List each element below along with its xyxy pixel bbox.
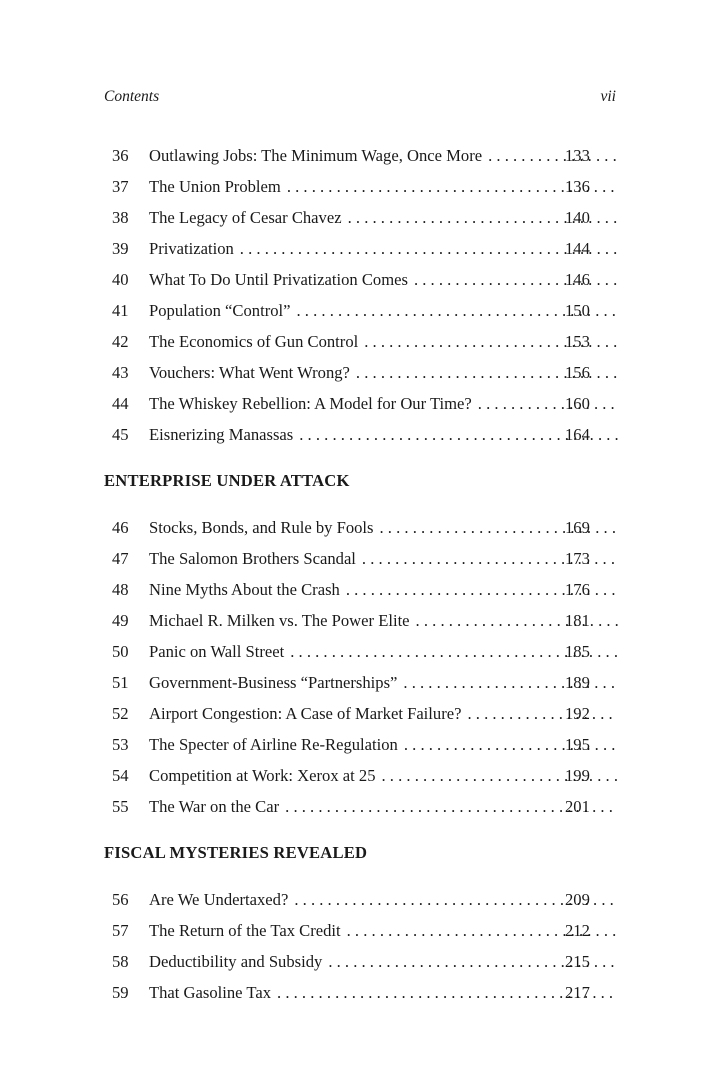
- page-number: vii: [600, 88, 616, 105]
- section-heading: FISCAL MYSTERIES REVEALED: [104, 843, 368, 862]
- chapter-number: 51: [112, 673, 129, 692]
- toc-entry[interactable]: [0, 977, 720, 1008]
- dot-leader: [240, 233, 618, 264]
- toc-entry[interactable]: [0, 326, 720, 357]
- chapter-page-number: 133: [565, 146, 590, 165]
- chapter-title: Vouchers: What Went Wrong?: [149, 363, 350, 382]
- toc-entry[interactable]: [0, 233, 720, 264]
- chapter-title-line: [149, 636, 618, 667]
- toc-entry[interactable]: [0, 574, 720, 605]
- running-head-section: Contents: [104, 88, 160, 105]
- toc-entry[interactable]: [0, 605, 720, 636]
- chapter-number: 37: [112, 177, 129, 196]
- toc-entry[interactable]: [0, 388, 720, 419]
- chapter-number: 57: [112, 921, 129, 940]
- chapter-page-number: 156: [565, 363, 590, 382]
- chapter-title: Population “Control”: [149, 301, 291, 320]
- chapter-title: Michael R. Milken vs. The Power Elite: [149, 611, 410, 630]
- chapter-page-number: 209: [565, 890, 590, 909]
- chapter-title-line: [149, 233, 618, 264]
- chapter-title: The Union Problem: [149, 177, 281, 196]
- toc-entry[interactable]: [0, 760, 720, 791]
- chapter-number: 53: [112, 735, 129, 754]
- chapter-title-line: [149, 419, 618, 450]
- chapter-title-line: [149, 388, 618, 419]
- toc-entry[interactable]: [0, 915, 720, 946]
- chapter-page-number: 215: [565, 952, 590, 971]
- toc-entry[interactable]: [0, 295, 720, 326]
- toc-entry[interactable]: [0, 543, 720, 574]
- running-head: [104, 88, 616, 112]
- chapter-title-line: [149, 574, 618, 605]
- chapter-title: The Legacy of Cesar Chavez: [149, 208, 342, 227]
- chapter-number: 59: [112, 983, 129, 1002]
- chapter-page-number: 150: [565, 301, 590, 320]
- toc-entry[interactable]: [0, 264, 720, 295]
- toc-entry[interactable]: [0, 698, 720, 729]
- chapter-number: 47: [112, 549, 129, 568]
- chapter-page-number: 136: [565, 177, 590, 196]
- chapter-title-line: [149, 140, 618, 171]
- chapter-title-line: [149, 729, 618, 760]
- chapter-page-number: 176: [565, 580, 590, 599]
- chapter-title-line: [149, 264, 618, 295]
- chapter-number: 58: [112, 952, 129, 971]
- chapter-number: 46: [112, 518, 129, 537]
- chapter-page-number: 146: [565, 270, 590, 289]
- chapter-title: Airport Congestion: A Case of Market Failure?: [149, 704, 462, 723]
- chapter-title-line: [149, 295, 618, 326]
- chapter-title: The War on the Car: [149, 797, 280, 816]
- chapter-page-number: 153: [565, 332, 590, 351]
- toc-entry[interactable]: [0, 791, 720, 822]
- chapter-title: Deductibility and Subsidy: [149, 952, 323, 971]
- chapter-number: 45: [112, 425, 129, 444]
- chapter-title-line: [149, 543, 618, 574]
- chapter-number: 42: [112, 332, 129, 351]
- toc-entry[interactable]: [0, 884, 720, 915]
- chapter-page-number: 144: [565, 239, 590, 258]
- toc-entry[interactable]: [0, 202, 720, 233]
- chapter-title: What To Do Until Privatization Comes: [149, 270, 408, 289]
- chapter-title: The Economics of Gun Control: [149, 332, 359, 351]
- chapter-page-number: 217: [565, 983, 590, 1002]
- toc-entry[interactable]: [0, 512, 720, 543]
- chapter-number: 43: [112, 363, 129, 382]
- chapter-title-line: [149, 884, 618, 915]
- chapter-number: 48: [112, 580, 129, 599]
- chapter-number: 40: [112, 270, 129, 289]
- chapter-page-number: 195: [565, 735, 590, 754]
- chapter-number: 36: [112, 146, 129, 165]
- chapter-title-line: [149, 605, 618, 636]
- chapter-number: 56: [112, 890, 129, 909]
- chapter-number: 44: [112, 394, 129, 413]
- chapter-number: 49: [112, 611, 129, 630]
- chapter-title: The Salomon Brothers Scandal: [149, 549, 356, 568]
- chapter-title: Competition at Work: Xerox at 25: [149, 766, 376, 785]
- chapter-title-line: [149, 791, 618, 822]
- toc-entry[interactable]: [0, 946, 720, 977]
- chapter-title: The Return of the Tax Credit: [149, 921, 341, 940]
- chapter-number: 41: [112, 301, 129, 320]
- chapter-title-line: [149, 171, 618, 202]
- chapter-title: Are We Undertaxed?: [149, 890, 289, 909]
- chapter-title: Outlawing Jobs: The Minimum Wage, Once More: [149, 146, 483, 165]
- chapter-number: 52: [112, 704, 129, 723]
- chapter-title: Government-Business “Partnerships”: [149, 673, 398, 692]
- chapter-page-number: 181: [565, 611, 590, 630]
- chapter-title-line: [149, 977, 618, 1008]
- chapter-title: Privatization: [149, 239, 234, 258]
- chapter-title-line: [149, 915, 618, 946]
- toc-entry[interactable]: [0, 636, 720, 667]
- chapter-page-number: 164: [565, 425, 590, 444]
- chapter-page-number: 173: [565, 549, 590, 568]
- section-heading: ENTERPRISE UNDER ATTACK: [104, 471, 350, 490]
- toc-entry[interactable]: [0, 729, 720, 760]
- chapter-title-line: [149, 357, 618, 388]
- chapter-title-line: [149, 512, 618, 543]
- chapter-number: 50: [112, 642, 129, 661]
- chapter-number: 54: [112, 766, 129, 785]
- chapter-page-number: 140: [565, 208, 590, 227]
- toc-entry[interactable]: [0, 140, 720, 171]
- chapter-number: 38: [112, 208, 129, 227]
- chapter-page-number: 199: [565, 766, 590, 785]
- chapter-title-line: [149, 202, 618, 233]
- chapter-title: That Gasoline Tax: [149, 983, 272, 1002]
- chapter-title: Panic on Wall Street: [149, 642, 285, 661]
- toc-entry[interactable]: [0, 171, 720, 202]
- chapter-title: The Whiskey Rebellion: A Model for Our Time?: [149, 394, 472, 413]
- chapter-page-number: 189: [565, 673, 590, 692]
- chapter-page-number: 212: [565, 921, 590, 940]
- chapter-page-number: 160: [565, 394, 590, 413]
- chapter-page-number: 185: [565, 642, 590, 661]
- chapter-title-line: [149, 667, 618, 698]
- chapter-title-line: [149, 946, 618, 977]
- toc-entry[interactable]: [0, 357, 720, 388]
- chapter-page-number: 169: [565, 518, 590, 537]
- chapter-number: 55: [112, 797, 129, 816]
- chapter-title-line: [149, 760, 618, 791]
- chapter-title-line: [149, 326, 618, 357]
- chapter-title: Nine Myths About the Crash: [149, 580, 340, 599]
- chapter-number: 39: [112, 239, 129, 258]
- chapter-page-number: 192: [565, 704, 590, 723]
- chapter-page-number: 201: [565, 797, 590, 816]
- toc-entry[interactable]: [0, 419, 720, 450]
- chapter-title: The Specter of Airline Re-Regulation: [149, 735, 398, 754]
- chapter-title: Eisnerizing Manassas: [149, 425, 294, 444]
- chapter-title-line: [149, 698, 618, 729]
- chapter-title: Stocks, Bonds, and Rule by Fools: [149, 518, 374, 537]
- toc-entry[interactable]: [0, 667, 720, 698]
- table-of-contents: [0, 140, 720, 1008]
